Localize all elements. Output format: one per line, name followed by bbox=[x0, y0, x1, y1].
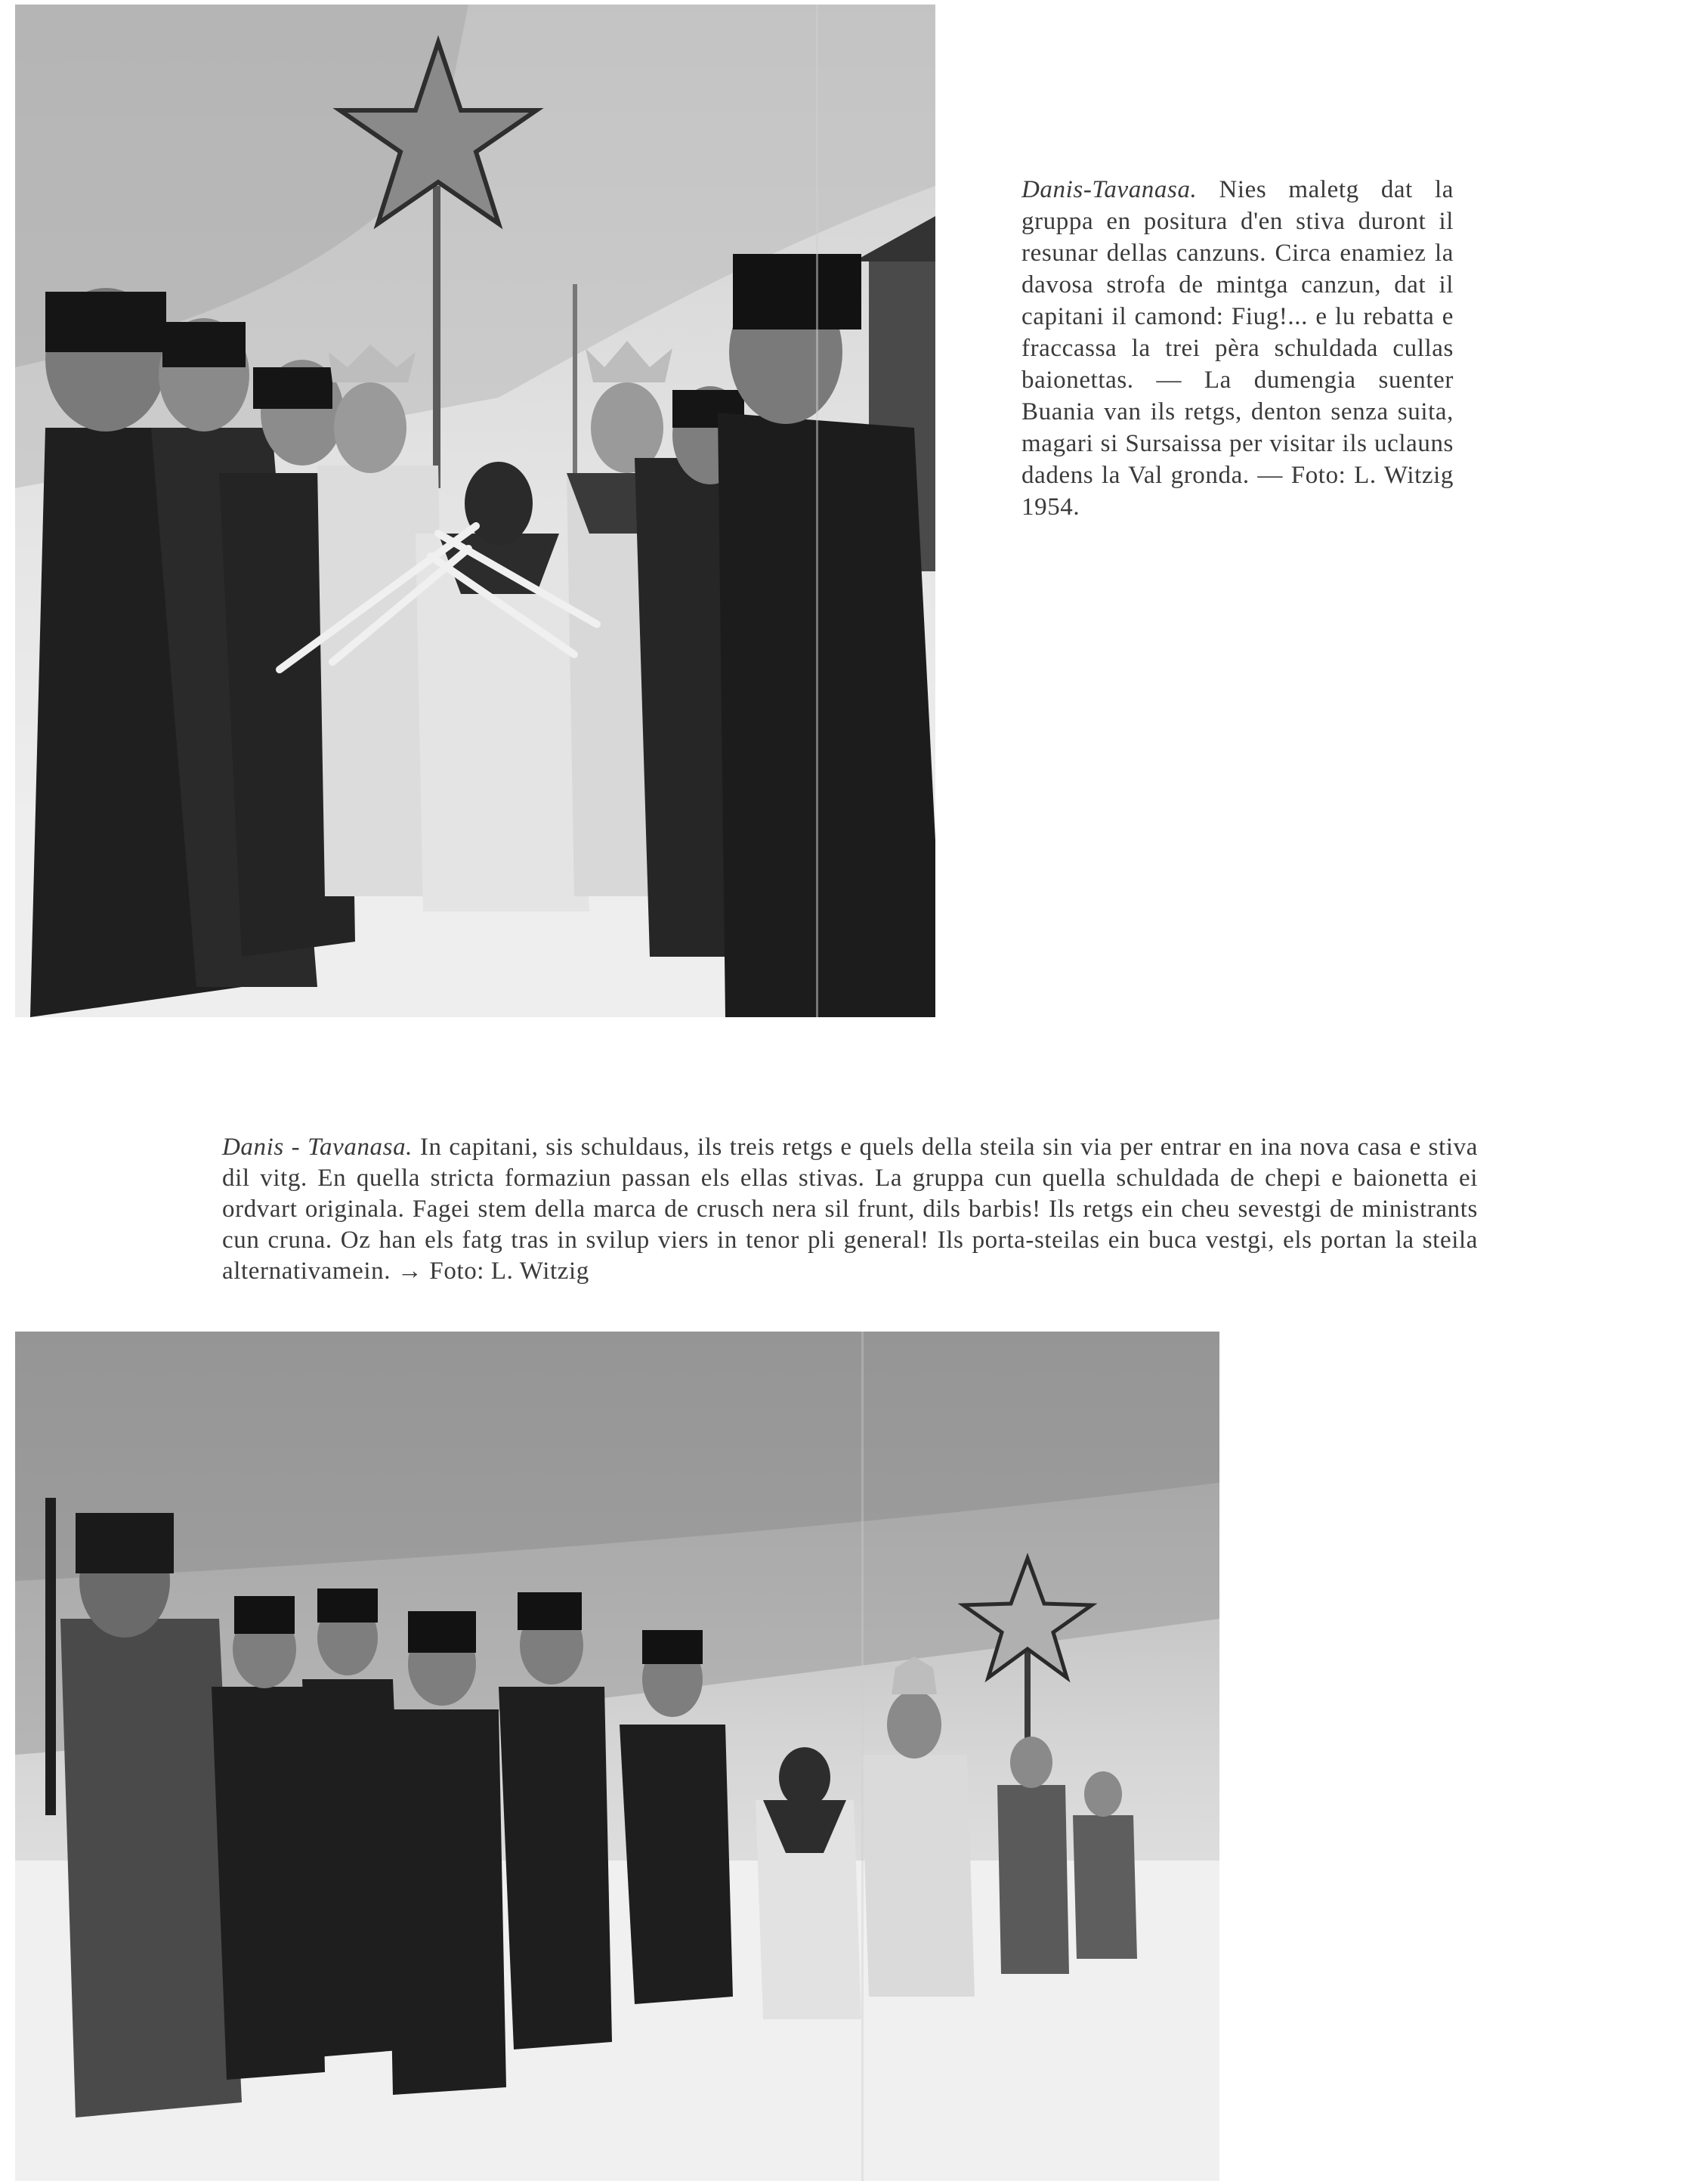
photo-top-image bbox=[15, 5, 935, 1017]
caption-top-place: Danis-Tavanasa. bbox=[1021, 176, 1198, 203]
photo-procession-in-snow bbox=[15, 1332, 1219, 2181]
caption-middle-body: In capitani, sis schuldaus, ils treis retgs e quels della steila sin via per entrar en ina nova casa e stiva dil vitg. En quella stricta formaziun passan els ellas stivas. La gruppa cun quella schuldada de chepi e baionetta ei ordvart originala. Fagei stem della marca de crusch nera sil frunt, dils barbis! Ils retgs ein cheu sevestgi de ministrants cun cruna. Oz han els fatg tras in svilup viers in tenor pli general! Ils porta-steilas ein buca vestgi, els portan la steila alternativamein. → Foto: L. Witzig bbox=[222, 1134, 1478, 1285]
photo-star-singers-bayonets bbox=[15, 5, 935, 1017]
photo-bottom-image bbox=[15, 1332, 1219, 2181]
caption-middle-place: Danis - Tavanasa. bbox=[222, 1134, 413, 1161]
caption-top-body: Nies maletg dat la gruppa en positura d'en stiva duront il resunar dellas canzuns. Circa enamiez la davosa strofa de mintga canzun, dat il capitani il camond: Fiug!... e lu rebatta e fraccassa la trei pèra schuldada cullas baionettas. — La dumengia suenter Buania van ils retgs, denton senza suita, magari si Sursaissa per visitar ils uclauns dadens la Val gronda. — Foto: L. Witzig 1954. bbox=[1021, 176, 1454, 521]
caption-middle bbox=[222, 1132, 1478, 1287]
caption-top bbox=[1021, 174, 1454, 523]
